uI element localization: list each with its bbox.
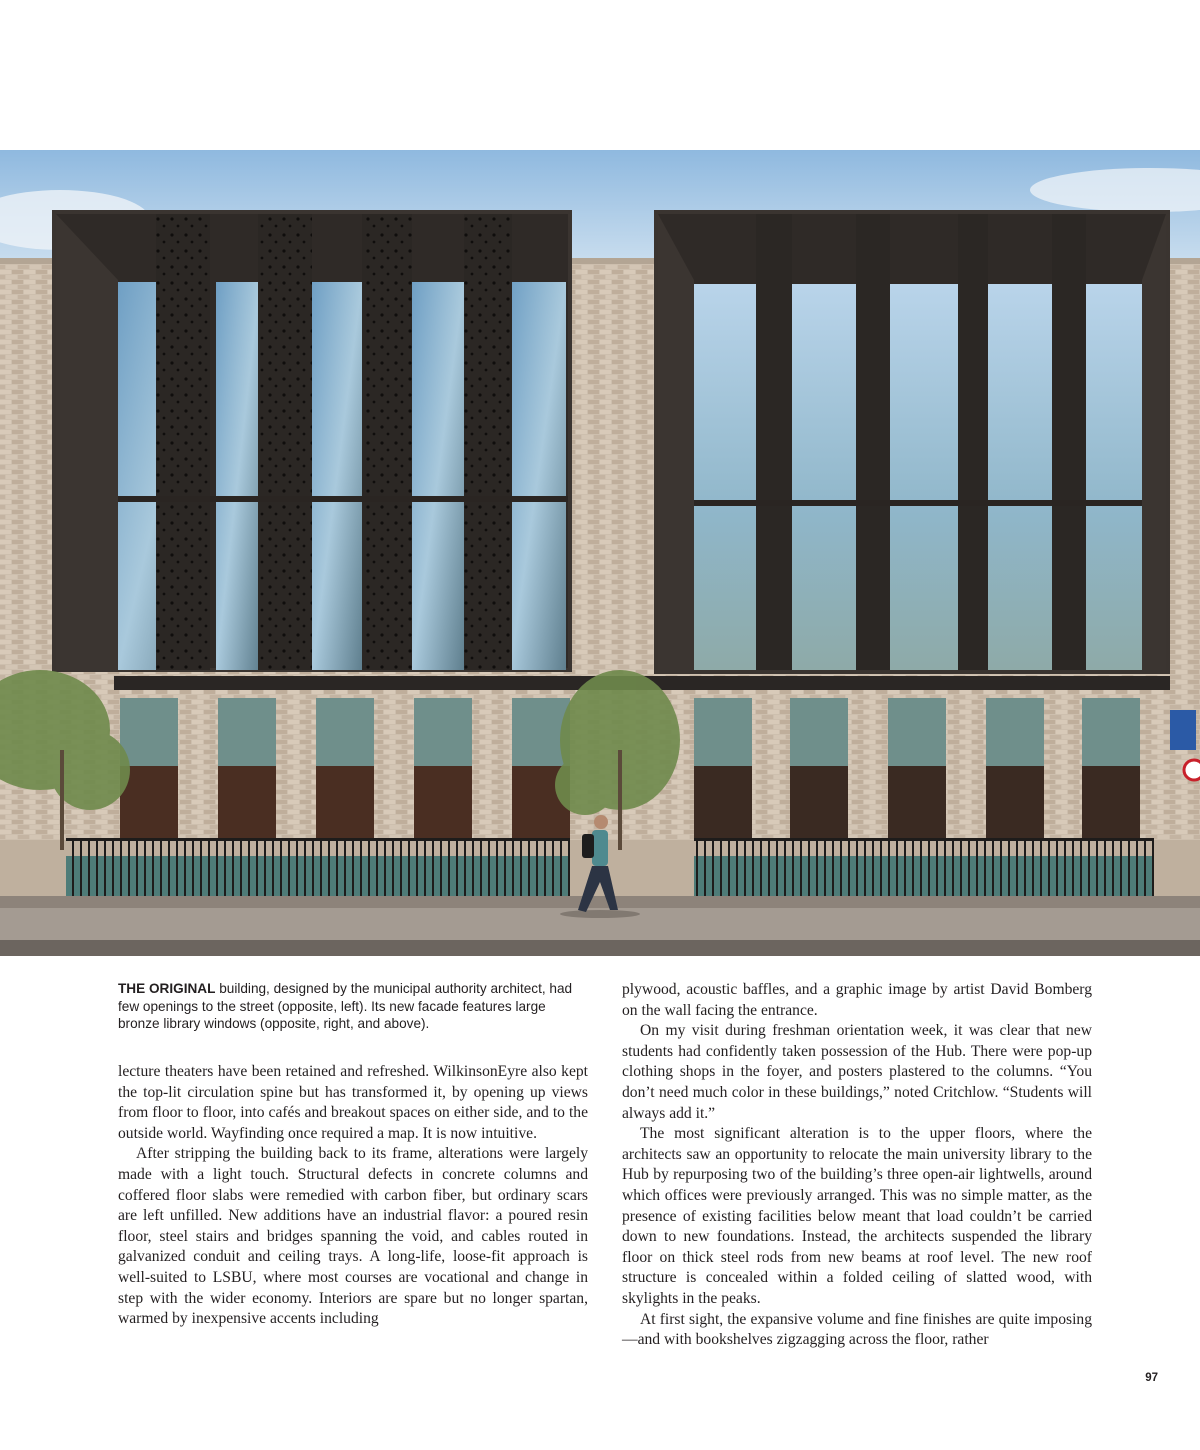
caption-text: building, designed by the municipal authority architect, had few openings to the street (opposite, left). Its new facade features large bronze library windows (opposite, right, and above). — [118, 981, 573, 1031]
page-number: 97 — [1145, 1372, 1158, 1384]
body-paragraph: The most significant alteration is to the upper floors, where the architects saw an opportunity to relocate the main university library to the Hub by repurposing two of the building’s three open-air lightwells, around which offices were previously arranged. This was no simple matter, as the presence of existing facilities below meant that load couldn’t be carried down to new foundations. Instead, the architects suspended the library floor on thick steel rods from new beams at roof level. The new roof structure is concealed within a folded ceiling of slatted wood, with skylights in the peaks. — [622, 1125, 1092, 1307]
article-column-right — [622, 980, 1092, 1351]
building-facade-photo — [0, 150, 1200, 956]
caption-lead: THE ORIGINAL — [118, 981, 216, 996]
photo-caption — [118, 980, 588, 1033]
body-paragraph: lecture theaters have been retained and refreshed. WilkinsonEyre also kept the top-lit circulation spine but has transformed it, by opening up views from floor to floor, into cafés and breakout spaces on either side, and to the outside world. Wayfinding once required a map. It is now intuitive. — [118, 1063, 588, 1142]
body-paragraph: After stripping the building back to its frame, alterations were largely made with a light touch. Structural defects in concrete columns and coffered floor slabs were remedied with carbon fiber, but ordinary scars are left unfilled. New additions have an industrial flavor: a poured resin floor, steel stairs and bridges spanning the void, and cables routed in galvanized conduit and ceiling trays. A long-life, loose-fit approach is well-suited to LSBU, where most courses are vocational and change in step with the wider economy. Interiors are spare but no longer spartan, warmed by inexpensive accents including — [118, 1145, 588, 1328]
body-paragraph: plywood, acoustic baffles, and a graphic image by artist David Bomberg on the wall facing the entrance. — [622, 981, 1092, 1019]
body-paragraph: On my visit during freshman orientation week, it was clear that new students had confidently taken possession of the Hub. There were pop-up clothing shops in the foyer, and posters plastered to the columns. “You don’t need much color in these buildings,” noted Critchlow. “Students will always add it.” — [622, 1022, 1092, 1122]
body-paragraph: At first sight, the expansive volume and fine finishes are quite imposing—and with bookshelves zigzagging across the floor, rather — [622, 1310, 1092, 1349]
article-column-left — [118, 1062, 588, 1330]
